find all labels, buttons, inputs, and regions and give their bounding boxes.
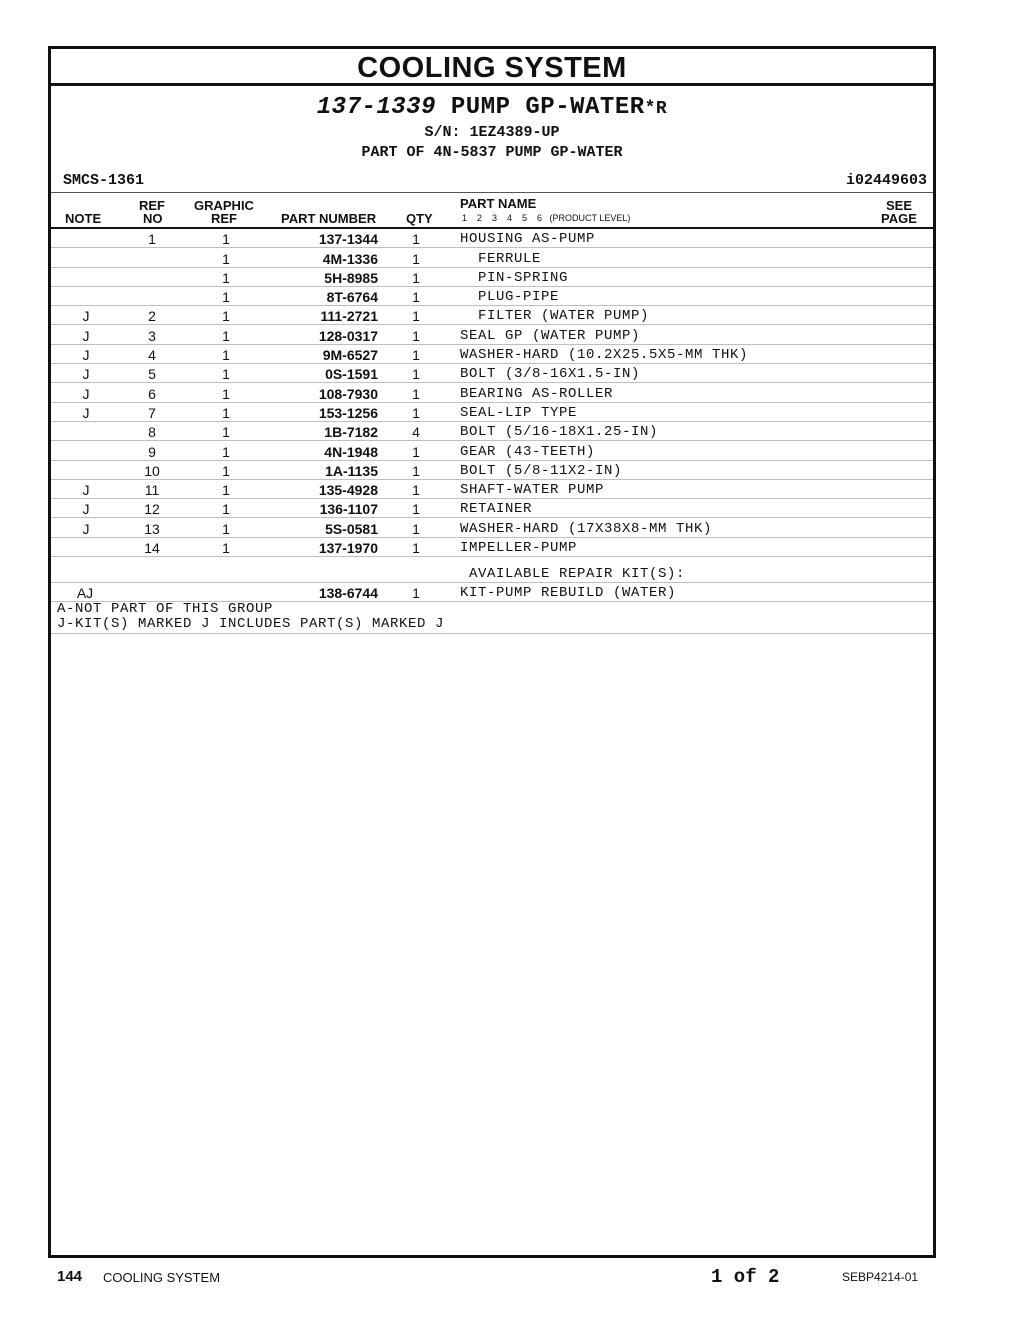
row-part-name: BOLT (5/16-18X1.25-IN) [460, 424, 659, 441]
row-note: J [82, 385, 90, 402]
row-part-name: WASHER-HARD (17X38X8-MM THK) [460, 520, 713, 537]
row-graphic-ref: 1 [222, 289, 230, 306]
row-qty: 1 [412, 385, 420, 402]
table-row [51, 269, 933, 287]
row-ref-no: 14 [144, 540, 160, 557]
row-ref-no: 2 [148, 308, 156, 325]
row-note: J [82, 520, 90, 537]
kit-part-number: 138-6744 [318, 585, 378, 602]
col-product-level: 1 2 3 4 5 6 (PRODUCT LEVEL) [462, 213, 631, 223]
smcs-row [51, 170, 933, 193]
row-qty: 1 [412, 520, 420, 537]
row-qty: 1 [412, 231, 420, 248]
row-part-number: 108-7930 [318, 385, 378, 402]
row-part-name: HOUSING AS-PUMP [460, 231, 596, 248]
illustration-id: i02449603 [845, 172, 927, 189]
table-row [51, 404, 933, 422]
col-ref-top: REF [139, 198, 165, 213]
table-row [51, 250, 933, 268]
col-part-number: PART NUMBER [281, 211, 377, 226]
row-ref-no: 8 [148, 424, 156, 441]
row-note: J [82, 404, 90, 421]
row-qty: 1 [412, 366, 420, 383]
row-graphic-ref: 1 [222, 231, 230, 248]
col-ref-bottom: NO [143, 211, 163, 226]
row-graphic-ref: 1 [222, 308, 230, 325]
kit-heading-row [51, 565, 933, 583]
row-part-number: 136-1107 [319, 501, 378, 518]
col-see-bottom: PAGE [881, 211, 917, 226]
title-block [51, 95, 933, 162]
table-row [51, 385, 933, 403]
row-qty: 1 [412, 347, 420, 364]
row-part-number: 0S-1591 [325, 366, 378, 383]
row-part-number: 111-2721 [320, 308, 378, 325]
col-graphic-bottom: REF [211, 211, 237, 226]
row-qty: 1 [412, 308, 420, 325]
row-part-name: SHAFT-WATER PUMP [460, 482, 605, 499]
page-of: 1 of 2 [711, 1266, 780, 1288]
row-qty: 1 [412, 501, 420, 518]
row-part-number: 1B-7182 [324, 424, 378, 441]
row-part-name: FERRULE [460, 250, 542, 267]
group-part-number: 137-1339 [316, 94, 436, 121]
row-note: J [82, 501, 90, 518]
row-part-number: 5H-8985 [324, 269, 378, 286]
table-row [51, 288, 933, 306]
group-title [51, 95, 933, 122]
row-graphic-ref: 1 [222, 404, 230, 421]
col-graphic-top: GRAPHIC [194, 198, 254, 213]
row-part-name: SEAL-LIP TYPE [460, 404, 578, 421]
row-part-name: IMPELLER-PUMP [460, 540, 578, 557]
row-qty: 1 [412, 540, 420, 557]
row-ref-no: 9 [148, 443, 156, 460]
row-graphic-ref: 1 [222, 269, 230, 286]
row-graphic-ref: 1 [222, 424, 230, 441]
footnote-j: J-KIT(S) MARKED J INCLUDES PART(S) MARKED J [57, 616, 445, 633]
row-ref-no: 12 [144, 501, 160, 518]
parts-table-body [51, 230, 933, 557]
row-graphic-ref: 1 [222, 540, 230, 557]
row-part-number: 5S-0581 [325, 520, 378, 537]
row-qty: 1 [412, 482, 420, 499]
row-part-number: 137-1970 [318, 540, 378, 557]
row-part-number: 4N-1948 [324, 443, 378, 460]
page-footer [0, 1266, 1020, 1290]
smcs-code: SMCS-1361 [63, 172, 145, 189]
row-part-number: 153-1256 [318, 404, 378, 421]
table-row [51, 423, 933, 441]
col-see-top: SEE [886, 198, 913, 213]
row-part-name: BEARING AS-ROLLER [460, 385, 614, 402]
table-row [51, 230, 933, 248]
row-ref-no: 5 [148, 366, 156, 383]
table-row [51, 481, 933, 499]
footer-section: COOLING SYSTEM [103, 1270, 221, 1285]
row-part-name: SEAL GP (WATER PUMP) [460, 327, 641, 344]
row-qty: 1 [412, 327, 420, 344]
row-part-number: 4M-1336 [322, 250, 378, 267]
row-graphic-ref: 1 [222, 250, 230, 267]
row-part-number: 128-0317 [318, 327, 378, 344]
row-graphic-ref: 1 [222, 520, 230, 537]
table-header [51, 193, 933, 229]
row-part-name: BOLT (5/8-11X2-IN) [460, 462, 623, 479]
row-part-number: 9M-6527 [322, 347, 378, 364]
row-ref-no: 4 [148, 347, 156, 364]
footnotes [51, 602, 933, 634]
section-banner: COOLING SYSTEM [51, 49, 933, 86]
row-part-name: BOLT (3/8-16X1.5-IN) [460, 366, 641, 383]
row-note: J [82, 366, 90, 383]
table-row [51, 365, 933, 383]
document-id: SEBP4214-01 [842, 1270, 919, 1284]
row-part-number: 135-4928 [318, 482, 378, 499]
row-graphic-ref: 1 [222, 385, 230, 402]
page-frame [48, 46, 936, 1258]
table-row [51, 346, 933, 364]
row-graphic-ref: 1 [222, 366, 230, 383]
row-ref-no: 6 [148, 385, 156, 402]
row-ref-no: 10 [144, 462, 160, 479]
col-qty: QTY [406, 211, 433, 226]
table-row [51, 500, 933, 518]
footnote-a: A-NOT PART OF THIS GROUP [57, 601, 274, 618]
row-part-name: FILTER (WATER PUMP) [460, 308, 650, 325]
group-name: PUMP GP-WATER [435, 94, 645, 121]
kit-row [51, 584, 933, 602]
col-part-name: PART NAME [460, 196, 537, 211]
row-qty: 4 [412, 424, 420, 441]
row-note: J [82, 347, 90, 364]
table-row [51, 539, 933, 557]
row-qty: 1 [412, 269, 420, 286]
row-qty: 1 [412, 443, 420, 460]
kit-note: AJ [76, 585, 94, 602]
table-row [51, 520, 933, 538]
kit-part-name: KIT-PUMP REBUILD (WATER) [460, 585, 677, 602]
serial-range: S/N: 1EZ4389-UP [424, 124, 560, 141]
row-qty: 1 [412, 404, 420, 421]
table-row [51, 443, 933, 461]
row-ref-no: 11 [144, 482, 160, 499]
table-row [51, 327, 933, 345]
table-row [51, 462, 933, 480]
row-ref-no: 7 [148, 404, 156, 421]
row-part-number: 8T-6764 [326, 289, 378, 306]
row-note: J [82, 308, 90, 325]
row-qty: 1 [412, 289, 420, 306]
row-graphic-ref: 1 [222, 347, 230, 364]
kit-heading: AVAILABLE REPAIR KIT(S): [469, 566, 686, 583]
row-graphic-ref: 1 [222, 327, 230, 344]
row-part-name: RETAINER [460, 501, 533, 518]
row-part-number: 1A-1135 [325, 462, 378, 479]
row-part-number: 137-1344 [318, 231, 378, 248]
row-qty: 1 [412, 462, 420, 479]
table-row [51, 307, 933, 325]
page-number: 144 [57, 1268, 83, 1285]
group-suffix: *R [644, 99, 668, 119]
row-ref-no: 13 [144, 520, 160, 537]
part-of-line: PART OF 4N-5837 PUMP GP-WATER [361, 144, 623, 161]
col-note: NOTE [65, 211, 102, 226]
row-graphic-ref: 1 [222, 482, 230, 499]
row-part-name: PLUG-PIPE [460, 289, 560, 306]
row-graphic-ref: 1 [222, 443, 230, 460]
kit-qty: 1 [412, 585, 420, 602]
row-note: J [82, 482, 90, 499]
row-ref-no: 1 [148, 231, 156, 248]
row-graphic-ref: 1 [222, 501, 230, 518]
row-part-name: WASHER-HARD (10.2X25.5X5-MM THK) [460, 347, 749, 364]
row-part-name: PIN-SPRING [460, 269, 569, 286]
row-graphic-ref: 1 [222, 462, 230, 479]
row-qty: 1 [412, 250, 420, 267]
row-part-name: GEAR (43-TEETH) [460, 443, 596, 460]
row-ref-no: 3 [148, 327, 156, 344]
row-note: J [82, 327, 90, 344]
